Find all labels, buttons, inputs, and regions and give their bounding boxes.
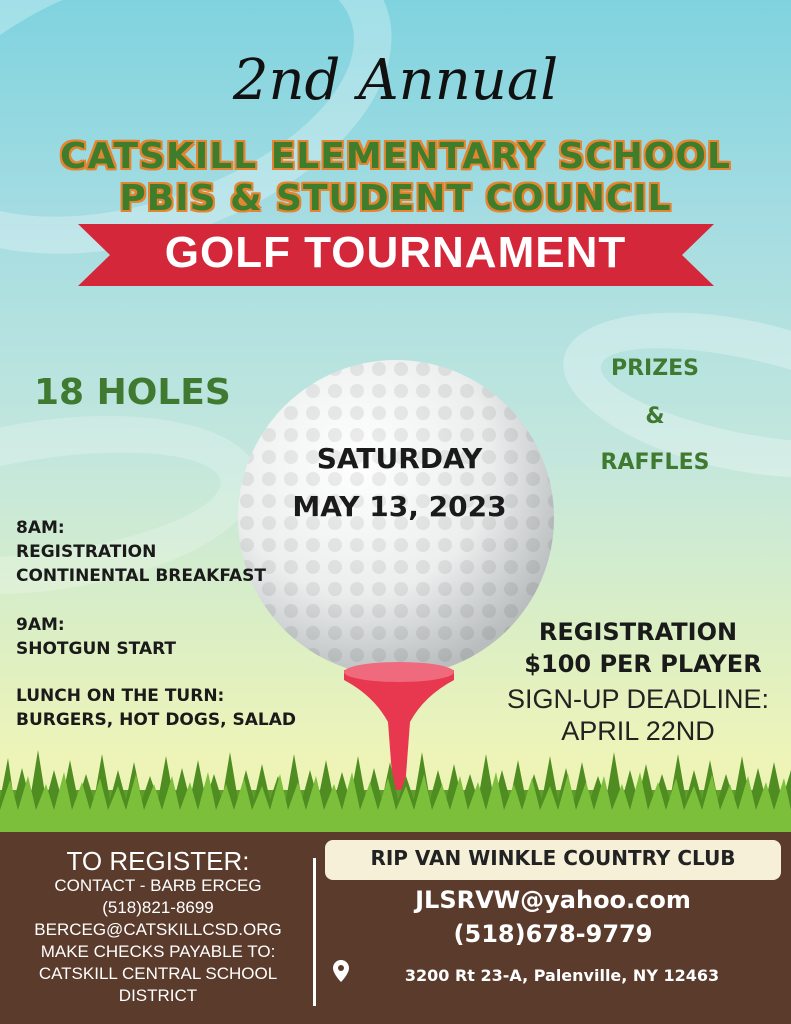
- contact-email: BERCEG@CATSKILLCSD.ORG: [34, 920, 282, 939]
- contact-name: CONTACT - BARB ERCEG: [54, 876, 262, 895]
- checks-payee-line2: DISTRICT: [118, 986, 198, 1005]
- raffles-label: RAFFLES: [600, 450, 710, 475]
- prizes-label: PRIZES: [610, 356, 700, 381]
- script-title: 2nd Annual: [232, 48, 559, 113]
- program-line: PBIS & STUDENT COUNCIL: [119, 178, 672, 219]
- school-name-line: CATSKILL ELEMENTARY SCHOOL: [60, 136, 731, 177]
- to-register-heading: TO REGISTER:: [66, 846, 250, 876]
- schedule-registration: REGISTRATION: [16, 542, 157, 562]
- event-day: SATURDAY: [316, 442, 483, 475]
- schedule-lunch-menu: BURGERS, HOT DOGS, SALAD: [16, 710, 296, 730]
- event-date: MAY 13, 2023: [292, 490, 507, 523]
- venue-phone[interactable]: (518)678-9779: [453, 920, 653, 948]
- location-pin-icon: [333, 960, 349, 982]
- ampersand-label: &: [645, 404, 665, 429]
- checks-payee-line1: CATSKILL CENTRAL SCHOOL: [38, 964, 278, 983]
- venue-address: 3200 Rt 23-A, Palenville, NY 12463: [404, 966, 720, 985]
- signup-deadline-date: APRIL 22ND: [561, 716, 715, 746]
- registration-price: $100 PER PLAYER: [524, 650, 762, 678]
- schedule-lunch-heading: LUNCH ON THE TURN:: [16, 686, 225, 706]
- venue-email[interactable]: JLSRVW@yahoo.com: [415, 886, 691, 914]
- checks-payable-label: MAKE CHECKS PAYABLE TO:: [40, 942, 276, 961]
- schedule-time-8am: 8AM:: [16, 518, 65, 538]
- schedule-time-9am: 9AM:: [16, 615, 65, 635]
- banner-title: GOLF TOURNAMENT: [164, 228, 627, 277]
- contact-phone: (518)821-8699: [102, 898, 214, 917]
- schedule-shotgun-start: SHOTGUN START: [16, 639, 177, 659]
- holes-label: 18 HOLES: [34, 372, 231, 413]
- schedule-breakfast: CONTINENTAL BREAKFAST: [16, 566, 266, 586]
- signup-deadline-label: SIGN-UP DEADLINE:: [506, 684, 770, 714]
- registration-heading: REGISTRATION: [538, 618, 738, 646]
- venue-name: RIP VAN WINKLE COUNTRY CLUB: [370, 846, 736, 870]
